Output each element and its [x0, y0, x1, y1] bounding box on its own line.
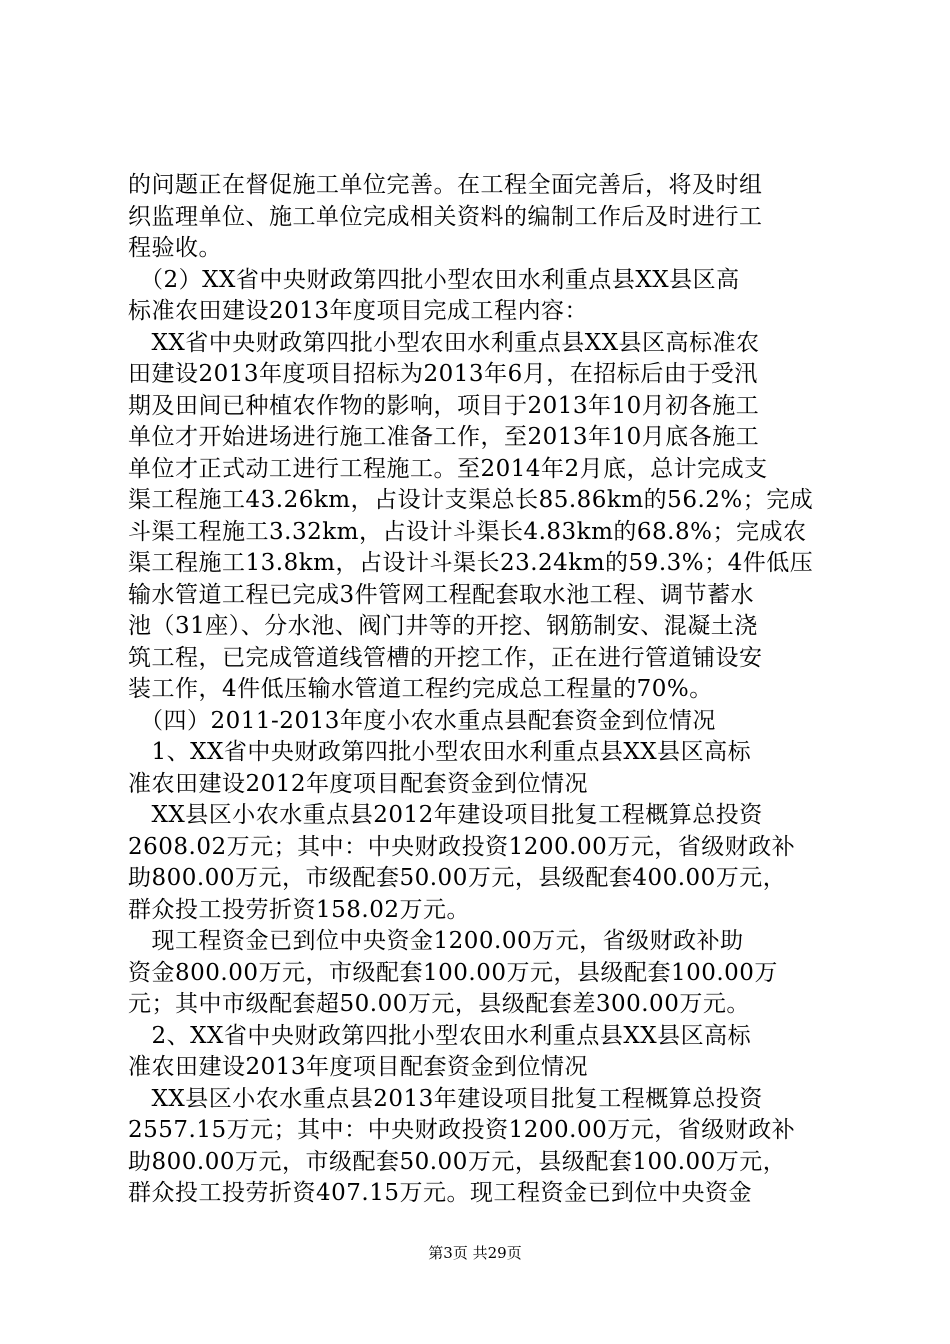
- text-line: 元；其中市级配套超50.00万元，县级配套差300.00万元。: [128, 991, 750, 1017]
- text-line: 现工程资金已到位中央资金1200.00万元，省级财政补助: [128, 928, 744, 954]
- text-line: XX省中央财政第四批小型农田水利重点县XX县区高标准农: [128, 329, 760, 356]
- text-line: 助800.00万元，市级配套50.00万元，县级配套100.00万元，: [128, 1148, 787, 1175]
- text-line: 准农田建设2013年度项目配套资金到位情况: [128, 1054, 589, 1080]
- text-line: 群众投工投劳折资158.02万元。: [128, 896, 470, 923]
- text-line: 斗渠工程施工3.32km，占设计斗渠长4.83km的68.8%；完成农: [128, 518, 807, 545]
- text-line: （四）2011-2013年度小农水重点县配套资金到位情况: [128, 707, 716, 734]
- text-line: 2608.02万元；其中：中央财政投资1200.00万元，省级财政补: [128, 833, 796, 860]
- text-line: 的问题正在督促施工单位完善。在工程全面完善后，将及时组: [128, 172, 763, 198]
- text-line: 池（31座）、分水池、阀门井等的开挖、钢筋制安、混凝土浇: [128, 613, 758, 639]
- text-line: 装工作，4件低压输水管道工程约完成总工程量的70%。: [128, 676, 713, 702]
- text-line: 程验收。: [128, 235, 222, 261]
- text-line: 标准农田建设2013年度项目完成工程内容：: [128, 298, 589, 324]
- document-body: [128, 170, 838, 1210]
- text-line: 渠工程施工43.26km，占设计支渠总长85.86km的56.2%；完成: [128, 487, 814, 513]
- text-line: XX县区小农水重点县2012年建设项目批复工程概算总投资: [128, 802, 763, 828]
- text-line: 输水管道工程已完成3件管网工程配套取水池工程、调节蓄水: [128, 581, 755, 608]
- text-line: 筑工程，已完成管道线管槽的开挖工作，正在进行管道铺设安: [128, 644, 763, 671]
- text-line: 渠工程施工13.8km，占设计斗渠长23.24km的59.3%；4件低压: [128, 550, 814, 576]
- text-line: 2、XX省中央财政第四批小型农田水利重点县XX县区高标: [128, 1022, 752, 1049]
- text-line: 1、XX省中央财政第四批小型农田水利重点县XX县区高标: [128, 739, 752, 765]
- text-line: XX县区小农水重点县2013年建设项目批复工程概算总投资: [128, 1085, 763, 1112]
- text-line: 单位才正式动工进行工程施工。至2014年2月底，总计完成支: [128, 455, 768, 482]
- text-line: 助800.00万元，市级配套50.00万元，县级配套400.00万元，: [128, 865, 787, 891]
- text-line: 织监理单位、施工单位完成相关资料的编制工作后及时进行工: [128, 203, 763, 230]
- text-line: 群众投工投劳折资407.15万元。现工程资金已到位中央资金: [128, 1180, 752, 1206]
- text-line: 田建设2013年度项目招标为2013年6月，在招标后由于受汛: [128, 361, 758, 387]
- text-line: 2557.15万元；其中：中央财政投资1200.00万元，省级财政补: [128, 1117, 796, 1143]
- page-number-footer: 第3页 共29页: [428, 1244, 522, 1262]
- text-line: 准农田建设2012年度项目配套资金到位情况: [128, 770, 589, 797]
- text-line: 单位才开始进场进行施工准备工作，至2013年10月底各施工: [128, 424, 760, 450]
- text-line: 期及田间已种植农作物的影响，项目于2013年10月初各施工: [128, 392, 760, 419]
- text-line: （2）XX省中央财政第四批小型农田水利重点县XX县区高: [128, 266, 740, 293]
- text-line: 资金800.00万元，市级配套100.00万元，县级配套100.00万: [128, 959, 778, 986]
